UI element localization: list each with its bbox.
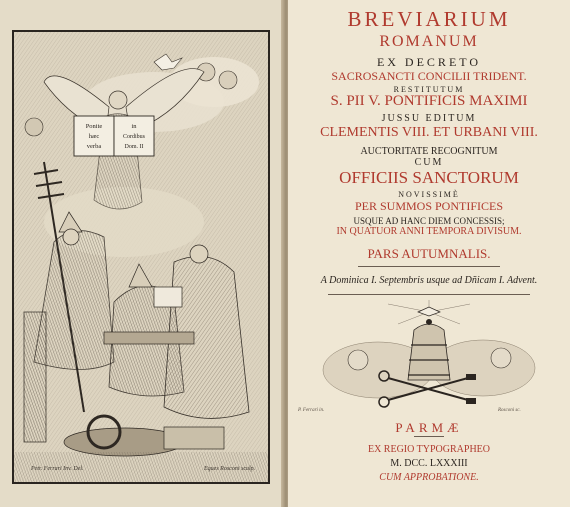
- engraving-credit-left: Petr. Ferrari Inv. Del.: [31, 466, 84, 472]
- papal-tiara-vignette: [318, 300, 540, 412]
- title-clementis: CLEMENTIS VIII. ET URBANI VIII.: [320, 125, 538, 140]
- divider-upper: [358, 266, 500, 267]
- imprint-divider: [414, 436, 444, 437]
- vignette-credit-right: Rosconi sc.: [498, 408, 521, 413]
- title-cum: CUM: [414, 157, 444, 168]
- title-in-quatuor: IN QUATUOR ANNI TEMPORA DIVISUM.: [336, 226, 522, 237]
- book-text-right-1: in: [131, 123, 137, 130]
- engraving-illustration: [14, 32, 268, 482]
- title-per-summos: PER SUMMOS PONTIFICES: [354, 199, 504, 213]
- book-text-left-2: hæc: [88, 133, 100, 140]
- title-jussu-editum: JUSSU EDITUM: [381, 113, 477, 124]
- title-page: [288, 0, 570, 507]
- book-text-right-2: Cordibus: [122, 134, 146, 140]
- title-auctoritate: AUCTORITATE RECOGNITUM: [360, 146, 498, 157]
- imprint-place: PARMÆ: [395, 420, 463, 435]
- title-restitutum: RESTITUTUM: [393, 85, 465, 94]
- title-novissime: NOVISSIMÈ: [398, 190, 460, 199]
- engraving-credit-right: Eques Rosconi sculp.: [204, 466, 256, 472]
- book-text-right-3: Dom. II: [124, 144, 144, 150]
- title-ex-decreto: EX DECRETO: [376, 55, 482, 69]
- title-usque: USQUE AD HANC DIEM CONCESSIS;: [353, 216, 505, 226]
- frontispiece-engraving: [12, 30, 270, 484]
- divider-lower: [328, 294, 530, 295]
- book-text-left-3: verba: [86, 143, 102, 150]
- title-officiis: OFFICIIS SANCTORUM: [339, 168, 519, 187]
- vignette-credit-left: P. Ferrari in.: [298, 408, 325, 413]
- title-pars-autumnalis: PARS AUTUMNALIS.: [367, 246, 491, 261]
- imprint-approval: CUM APPROBATIONE.: [379, 472, 479, 483]
- imprint-year: M. DCC. LXXXIII: [390, 458, 468, 469]
- title-breviarium: BREVIARIUM: [347, 7, 511, 31]
- title-romanum: ROMANUM: [379, 33, 479, 50]
- title-pii-v: S. PII V. PONTIFICIS MAXIMI: [330, 93, 528, 109]
- imprint-printer: EX REGIO TYPOGRAPHEO: [367, 444, 491, 455]
- book-text-left-1: Ponite: [85, 123, 103, 130]
- frontispiece-page: [0, 0, 284, 507]
- title-concilii: SACROSANCTI CONCILII TRIDENT.: [331, 69, 527, 83]
- title-dominica: A Dominica I. Septembris usque ad Dñicam I. Advent.: [320, 275, 538, 286]
